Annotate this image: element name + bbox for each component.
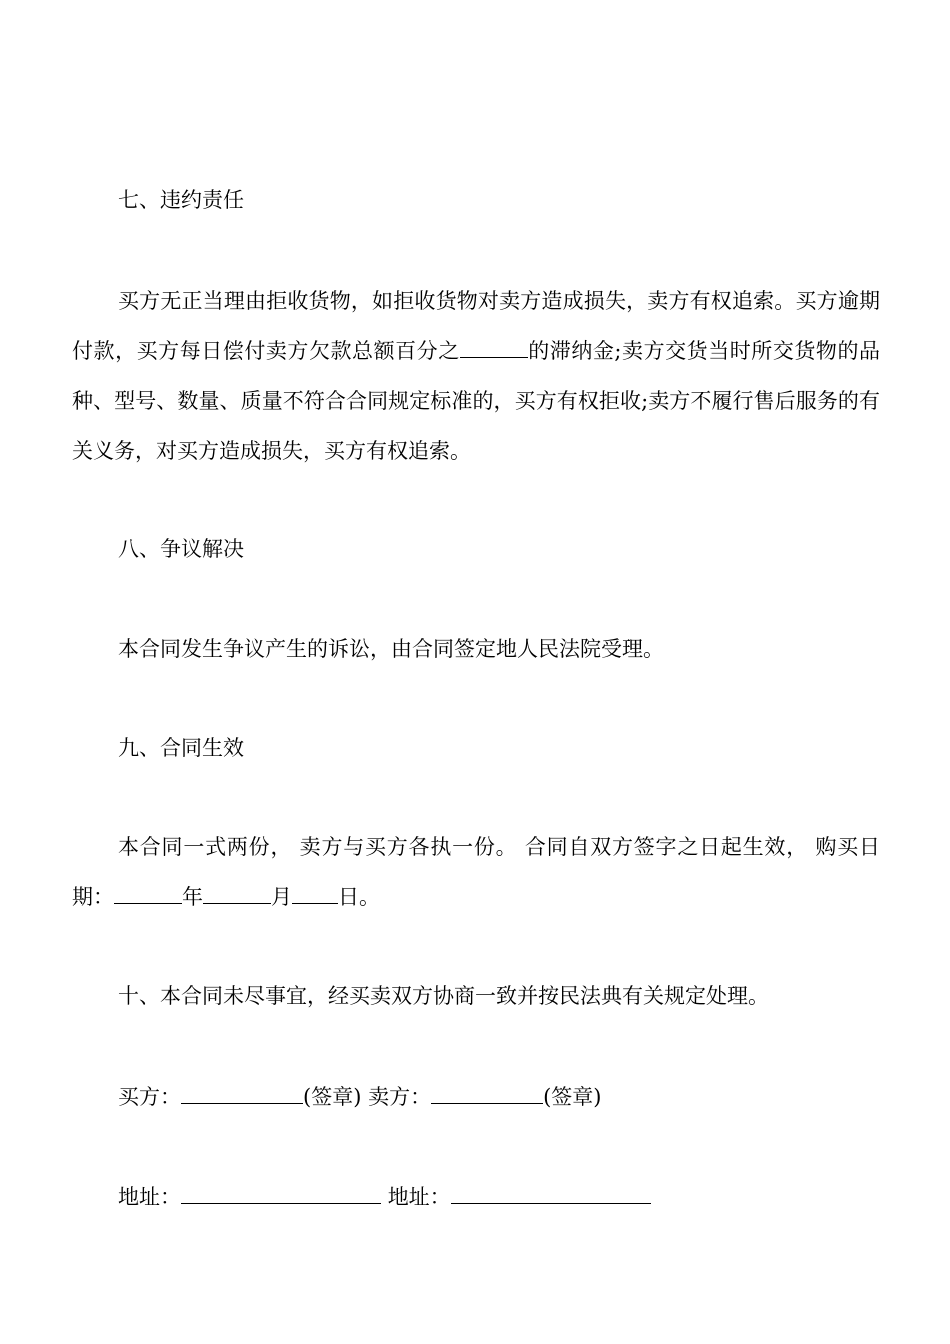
seller-label: 卖方：: [368, 1085, 432, 1109]
seller-address-blank: [451, 1202, 651, 1204]
section-9-text: 本合同一式两份， 卖方与买方各执一份。 合同自双方签字之日起生效， 购买日期：: [72, 835, 880, 909]
seller-address-label: 地址：: [387, 1185, 451, 1209]
section-7-text-b: 的滞纳金;卖方交货当时所交货物的品种、型号、数量、质量不符合合同规定标准的，买方有权拒收;卖方不履行售后服务的有关义务，对买方造成损失，买方有权追索。: [72, 339, 880, 463]
section-9-heading: 九、合同生效: [118, 736, 244, 760]
section-9-paragraph: [72, 822, 880, 922]
year-blank: [114, 902, 182, 904]
buyer-signature-blank: [181, 1102, 303, 1104]
section-8-heading: 八、争议解决: [118, 537, 244, 561]
buyer-seal: (签章): [303, 1085, 362, 1109]
seller-seal: (签章): [543, 1085, 602, 1109]
year-label: 年: [182, 885, 203, 909]
month-label: 月: [271, 885, 292, 909]
day-label: 日。: [338, 885, 380, 909]
signature-row: [118, 1082, 601, 1112]
buyer-address-label: 地址：: [118, 1185, 181, 1209]
section-7-text-a: 买方无正当理由拒收货物，如拒收货物对卖方造成损失，卖方有权追索。买方逾期付款，买方每日偿付卖方欠款总额百分之: [72, 289, 880, 363]
section-7-heading: 七、违约责任: [118, 188, 244, 212]
section-10-paragraph: 十、本合同未尽事宜，经买卖双方协商一致并按民法典有关规定处理。: [118, 984, 769, 1008]
penalty-rate-blank: [460, 356, 528, 358]
address-row: [118, 1182, 651, 1212]
seller-signature-blank: [431, 1102, 543, 1104]
buyer-label: 买方：: [118, 1085, 181, 1109]
day-blank: [292, 902, 338, 904]
buyer-address-blank: [181, 1202, 381, 1204]
month-blank: [203, 902, 271, 904]
section-7-paragraph: [72, 276, 880, 476]
section-8-paragraph: 本合同发生争议产生的诉讼，由合同签定地人民法院受理。: [118, 637, 664, 661]
